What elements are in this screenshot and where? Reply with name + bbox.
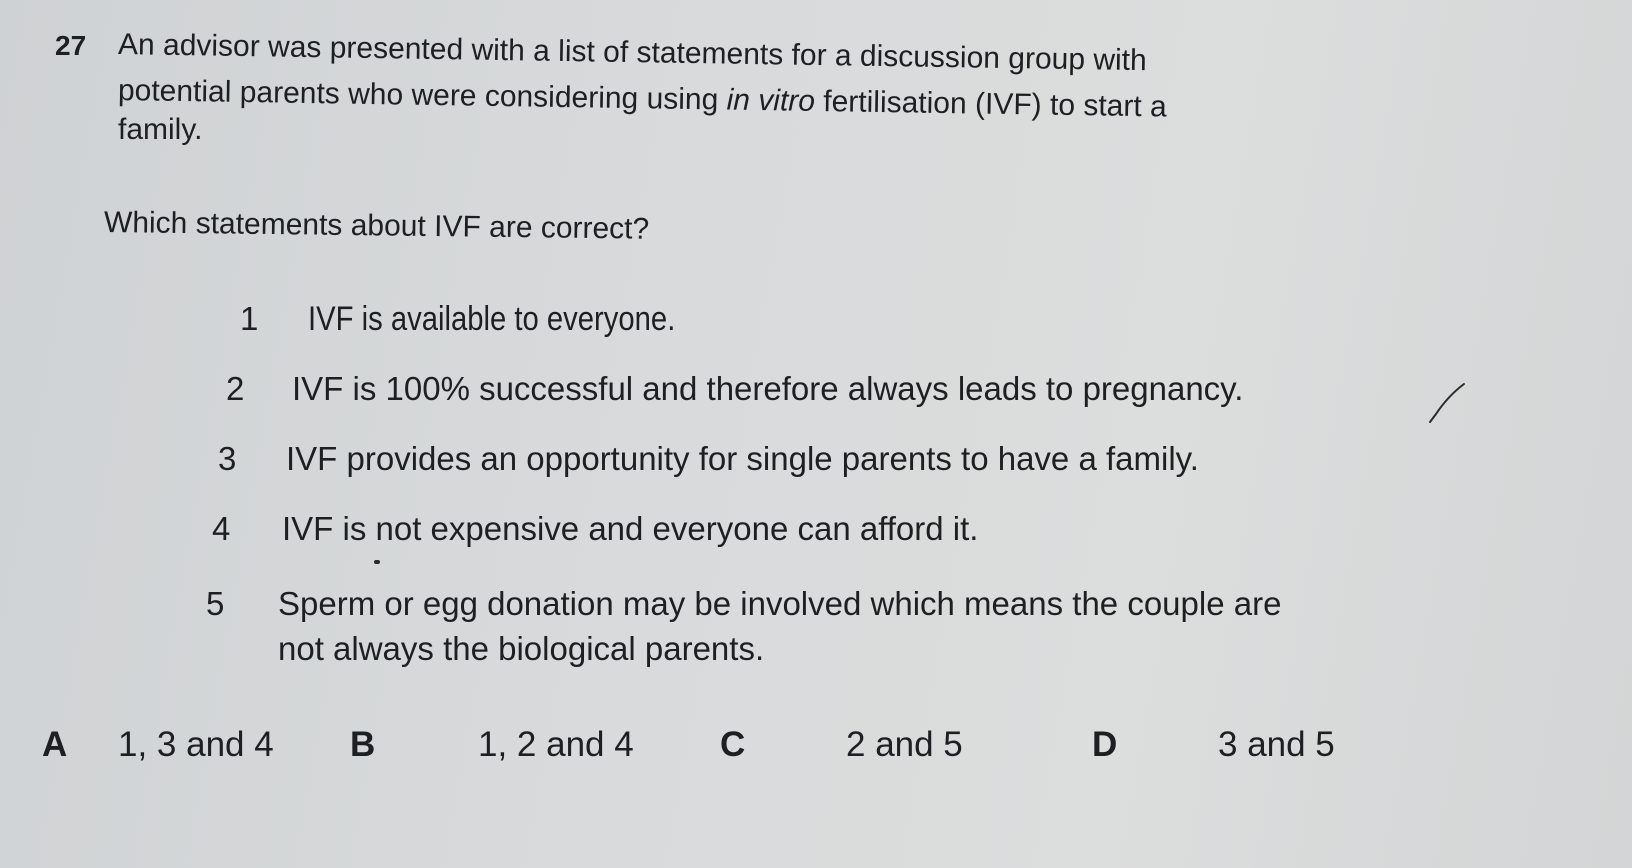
statement-number: 2 bbox=[226, 370, 245, 407]
question-stem-line-3-text: family. bbox=[118, 113, 203, 146]
question-stem-line-2-text: potential parents who were considering using in vitro fertilisation (IVF) to start a bbox=[117, 74, 1167, 124]
statement-number: 5 bbox=[206, 585, 225, 622]
option-b-letter[interactable]: B bbox=[350, 725, 376, 764]
option-c-text[interactable]: 2 and 5 bbox=[846, 725, 963, 764]
statement-text: IVF is not expensive and everyone can afford it. bbox=[282, 510, 979, 547]
option-a-letter[interactable]: A bbox=[42, 725, 68, 764]
statement-number: 4 bbox=[212, 510, 231, 547]
question-stem-line-3 bbox=[118, 113, 202, 147]
option-c-letter[interactable]: C bbox=[720, 725, 746, 764]
statement-text: Sperm or egg donation may be involved which means the couple are bbox=[278, 585, 1282, 622]
question-number: 27 bbox=[55, 30, 87, 61]
in-vitro-italic: in vitro bbox=[726, 83, 816, 118]
option-d-text[interactable]: 3 and 5 bbox=[1218, 725, 1335, 764]
statement-number: 3 bbox=[218, 440, 237, 477]
option-d-letter[interactable]: D bbox=[1092, 725, 1118, 764]
question-stem-line-1 bbox=[118, 28, 1147, 78]
statement-text: IVF provides an opportunity for single parents to have a family. bbox=[286, 440, 1199, 477]
question-stem-line-1-text: An advisor was presented with a list of statements for a discussion group with bbox=[117, 28, 1147, 78]
statement-number: 1 bbox=[240, 300, 259, 337]
question-prompt: Which statements about IVF are correct? bbox=[103, 206, 650, 246]
statement-text: IVF is available to everyone. bbox=[308, 300, 676, 338]
pen-mark bbox=[374, 560, 380, 564]
option-b-text[interactable]: 1, 2 and 4 bbox=[478, 725, 634, 764]
question-stem-line-2 bbox=[118, 74, 1167, 124]
check-mark-icon bbox=[1422, 378, 1468, 428]
statement-text: IVF is 100% successful and therefore always leads to pregnancy. bbox=[292, 370, 1244, 407]
option-a-text[interactable]: 1, 3 and 4 bbox=[118, 725, 274, 764]
answer-options bbox=[0, 725, 1632, 775]
statement-5-continuation: not always the biological parents. bbox=[278, 630, 765, 667]
